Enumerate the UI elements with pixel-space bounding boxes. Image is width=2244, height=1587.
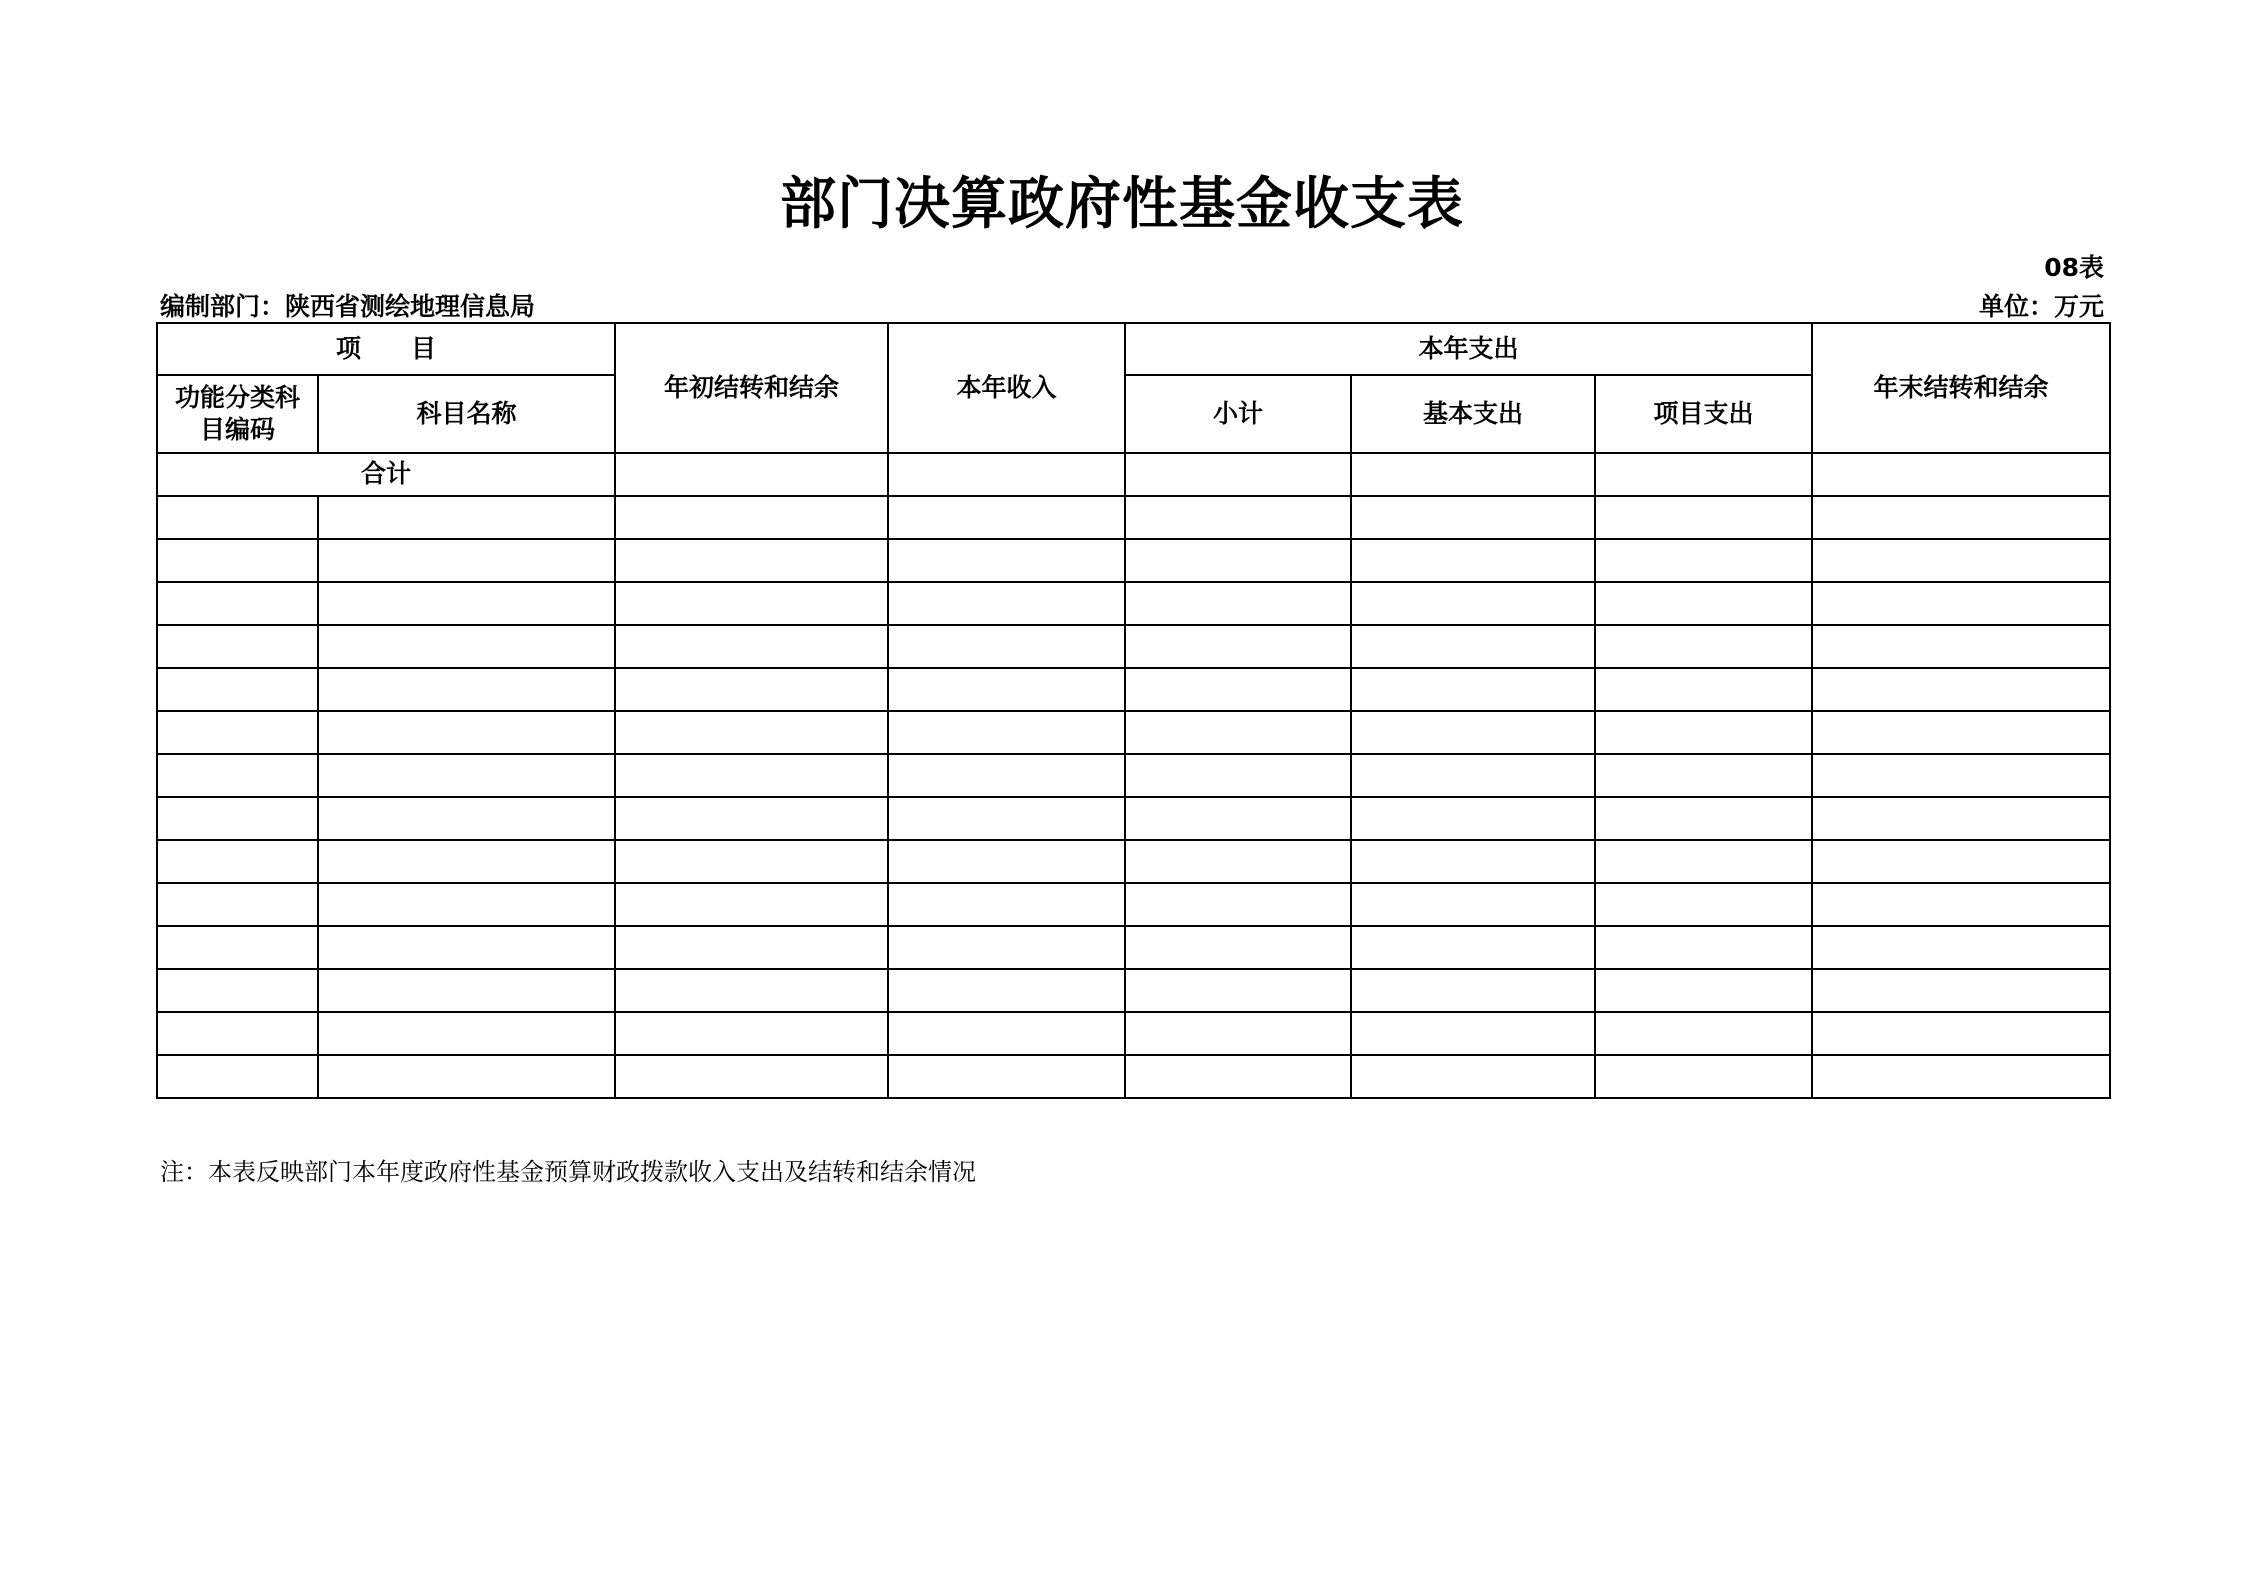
header-expenditure: 本年支出 — [1125, 323, 1812, 375]
cell-income — [888, 969, 1125, 1012]
cell-begin-balance — [615, 926, 888, 969]
cell-subtotal — [1125, 797, 1351, 840]
header-item: 项 目 — [157, 323, 615, 375]
cell-begin-balance — [615, 1055, 888, 1098]
cell-end-balance — [1812, 668, 2110, 711]
cell-basic — [1351, 496, 1595, 539]
cell-begin-balance — [615, 797, 888, 840]
cell-project — [1595, 797, 1812, 840]
cell-code — [157, 539, 318, 582]
table-row — [157, 754, 2110, 797]
cell-begin-balance — [615, 668, 888, 711]
cell-name — [318, 926, 615, 969]
page-title: 部门决算政府性基金收支表 — [780, 172, 1464, 237]
cell-income — [888, 711, 1125, 754]
footnote: 注：本表反映部门本年度政府性基金预算财政拨款收入支出及结转和结余情况 — [160, 1158, 976, 1186]
cell-code — [157, 840, 318, 883]
table-row — [157, 668, 2110, 711]
cell-end-balance — [1812, 754, 2110, 797]
cell-end-balance — [1812, 539, 2110, 582]
cell-subtotal — [1125, 582, 1351, 625]
cell-code — [157, 1055, 318, 1098]
department-label: 编制部门：陕西省测绘地理信息局 — [160, 292, 536, 321]
cell-end-balance — [1812, 625, 2110, 668]
cell-name — [318, 539, 615, 582]
cell-subtotal — [1125, 969, 1351, 1012]
cell-name — [318, 797, 615, 840]
cell-end-balance — [1812, 883, 2110, 926]
cell-code — [157, 797, 318, 840]
table-row — [157, 496, 2110, 539]
cell-project — [1595, 625, 1812, 668]
cell-subtotal — [1125, 754, 1351, 797]
cell-begin-balance — [615, 840, 888, 883]
cell-subtotal — [1125, 840, 1351, 883]
table-row — [157, 797, 2110, 840]
cell-end-balance — [1812, 1012, 2110, 1055]
cell-income — [888, 1055, 1125, 1098]
table-row — [157, 1012, 2110, 1055]
header-name: 科目名称 — [318, 375, 615, 453]
cell-project — [1595, 969, 1812, 1012]
cell-basic — [1351, 840, 1595, 883]
cell-basic — [1351, 797, 1595, 840]
table-row — [157, 883, 2110, 926]
total-row — [157, 453, 2110, 496]
cell-begin-balance — [615, 539, 888, 582]
cell-project — [1595, 883, 1812, 926]
cell-subtotal — [1125, 668, 1351, 711]
cell-project — [1595, 1012, 1812, 1055]
header-project: 项目支出 — [1595, 375, 1812, 453]
cell-name — [318, 1055, 615, 1098]
cell-income — [888, 1012, 1125, 1055]
cell-income — [888, 883, 1125, 926]
total-project — [1595, 453, 1812, 496]
cell-begin-balance — [615, 969, 888, 1012]
cell-subtotal — [1125, 711, 1351, 754]
cell-begin-balance — [615, 754, 888, 797]
table-row — [157, 582, 2110, 625]
cell-code — [157, 711, 318, 754]
cell-code — [157, 625, 318, 668]
cell-name — [318, 668, 615, 711]
table-row — [157, 625, 2110, 668]
cell-begin-balance — [615, 625, 888, 668]
table-row — [157, 840, 2110, 883]
cell-end-balance — [1812, 926, 2110, 969]
cell-income — [888, 496, 1125, 539]
cell-income — [888, 582, 1125, 625]
cell-subtotal — [1125, 1012, 1351, 1055]
table-row — [157, 1055, 2110, 1098]
cell-project — [1595, 539, 1812, 582]
header-begin-balance: 年初结转和结余 — [615, 323, 888, 453]
cell-basic — [1351, 883, 1595, 926]
cell-project — [1595, 754, 1812, 797]
cell-code — [157, 883, 318, 926]
cell-income — [888, 840, 1125, 883]
cell-project — [1595, 668, 1812, 711]
total-subtotal — [1125, 453, 1351, 496]
cell-basic — [1351, 539, 1595, 582]
cell-project — [1595, 926, 1812, 969]
cell-end-balance — [1812, 969, 2110, 1012]
table-row — [157, 711, 2110, 754]
total-income — [888, 453, 1125, 496]
header-code: 功能分类科目编码 — [157, 375, 318, 453]
cell-subtotal — [1125, 625, 1351, 668]
cell-begin-balance — [615, 496, 888, 539]
cell-name — [318, 883, 615, 926]
unit-label: 单位：万元 — [1978, 292, 2104, 321]
cell-income — [888, 797, 1125, 840]
cell-code — [157, 969, 318, 1012]
cell-subtotal — [1125, 1055, 1351, 1098]
cell-basic — [1351, 711, 1595, 754]
cell-end-balance — [1812, 582, 2110, 625]
cell-name — [318, 840, 615, 883]
cell-project — [1595, 582, 1812, 625]
fund-table — [156, 322, 2111, 1099]
cell-subtotal — [1125, 539, 1351, 582]
cell-name — [318, 1012, 615, 1055]
cell-project — [1595, 1055, 1812, 1098]
total-end-balance — [1812, 453, 2110, 496]
table-row — [157, 926, 2110, 969]
total-basic — [1351, 453, 1595, 496]
cell-begin-balance — [615, 711, 888, 754]
cell-begin-balance — [615, 582, 888, 625]
cell-name — [318, 969, 615, 1012]
cell-income — [888, 625, 1125, 668]
table-number: 08表 — [2044, 253, 2104, 282]
cell-code — [157, 668, 318, 711]
cell-basic — [1351, 668, 1595, 711]
header-end-balance: 年末结转和结余 — [1812, 323, 2110, 453]
cell-name — [318, 754, 615, 797]
cell-code — [157, 496, 318, 539]
cell-basic — [1351, 1055, 1595, 1098]
table-row — [157, 539, 2110, 582]
cell-basic — [1351, 625, 1595, 668]
cell-income — [888, 754, 1125, 797]
table-row — [157, 969, 2110, 1012]
cell-code — [157, 926, 318, 969]
cell-subtotal — [1125, 883, 1351, 926]
cell-end-balance — [1812, 1055, 2110, 1098]
cell-begin-balance — [615, 1012, 888, 1055]
header-subtotal: 小计 — [1125, 375, 1351, 453]
cell-end-balance — [1812, 797, 2110, 840]
header-basic: 基本支出 — [1351, 375, 1595, 453]
cell-basic — [1351, 582, 1595, 625]
cell-basic — [1351, 926, 1595, 969]
header-income: 本年收入 — [888, 323, 1125, 453]
cell-project — [1595, 840, 1812, 883]
cell-subtotal — [1125, 926, 1351, 969]
cell-basic — [1351, 754, 1595, 797]
cell-name — [318, 711, 615, 754]
cell-income — [888, 926, 1125, 969]
total-begin-balance — [615, 453, 888, 496]
cell-end-balance — [1812, 840, 2110, 883]
cell-begin-balance — [615, 883, 888, 926]
cell-code — [157, 754, 318, 797]
cell-code — [157, 582, 318, 625]
cell-end-balance — [1812, 711, 2110, 754]
cell-income — [888, 539, 1125, 582]
cell-code — [157, 1012, 318, 1055]
cell-project — [1595, 711, 1812, 754]
cell-project — [1595, 496, 1812, 539]
cell-basic — [1351, 969, 1595, 1012]
cell-income — [888, 668, 1125, 711]
cell-name — [318, 582, 615, 625]
cell-name — [318, 625, 615, 668]
cell-subtotal — [1125, 496, 1351, 539]
cell-name — [318, 496, 615, 539]
cell-end-balance — [1812, 496, 2110, 539]
total-label: 合计 — [157, 453, 615, 496]
cell-basic — [1351, 1012, 1595, 1055]
